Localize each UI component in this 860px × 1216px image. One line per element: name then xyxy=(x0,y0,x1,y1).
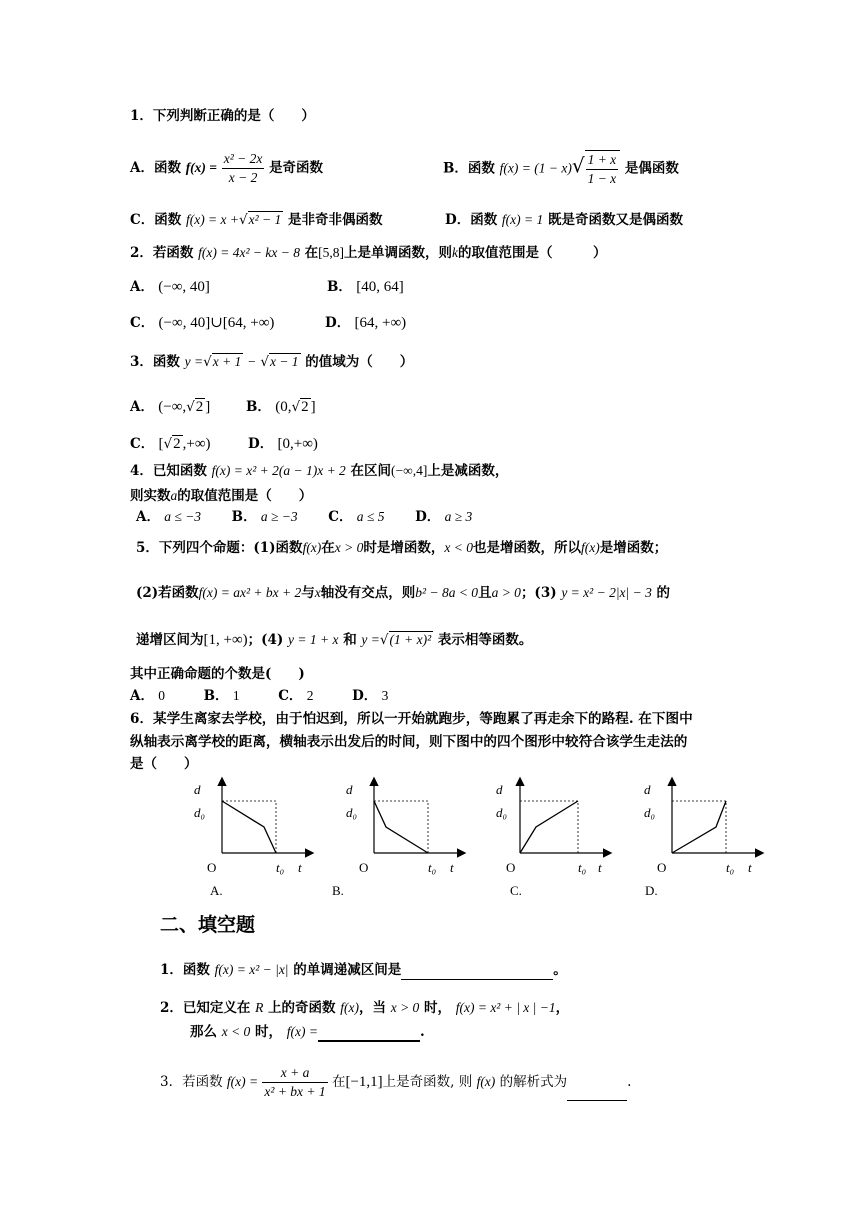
q4-options: A． a ≤ −3 B． a ≥ −3 C． a ≤ 5 D． a ≥ 3 xyxy=(136,509,473,525)
label-d: d xyxy=(496,782,503,797)
graph-label: D. xyxy=(645,883,658,898)
label-origin: O xyxy=(657,860,667,875)
label-d0: d₀ xyxy=(346,805,358,820)
graph-line xyxy=(520,801,578,853)
graph-line xyxy=(672,801,726,853)
fill-q2-line2: 那么 x < 0 时， f(x) = . xyxy=(190,1024,425,1040)
q1-b-fraction: $\frac{1 + x}{1 - x}$ xyxy=(585,150,621,188)
guide-lines xyxy=(374,801,428,853)
q6-line2: 纵轴表示离学校的距离，横轴表示出发后的时间，则下图中的四个图形中较符合该学生走法的 xyxy=(130,734,688,750)
q2-option-d: D． [64, +∞) xyxy=(325,315,407,331)
graph-line xyxy=(374,801,428,853)
label-d0: d₀ xyxy=(194,805,206,820)
q4-stem: 4．已知函数 f(x) = x² + 2(a − 1)x + 2 在区间(−∞,4]上是减函数， xyxy=(130,463,509,479)
q3-stem: 3．函数 y =√x + 1 − √x − 1 的值域为（ ） xyxy=(130,354,414,370)
q3-fraction: $\frac{x + a}{\text{x² + bx + 1}}$ xyxy=(264,1065,326,1099)
graph-label: A. xyxy=(210,883,223,898)
guide-lines xyxy=(520,801,578,853)
sqrt-sign-icon: √ xyxy=(260,354,269,370)
sqrt-sign-icon: √ xyxy=(163,436,173,452)
label-t: t xyxy=(298,860,302,875)
section-title: 二、填空题 xyxy=(160,914,256,936)
answer-blank[interactable] xyxy=(318,1024,420,1042)
q3-option-c: C． [√2 ,+∞) xyxy=(130,436,211,452)
sqrt-sign-icon: √ xyxy=(291,399,301,415)
q2-option-b: B． [40, 64] xyxy=(327,279,404,295)
label-t: t xyxy=(598,860,602,875)
label-origin: O xyxy=(207,860,217,875)
q5-line1: 5．下列四个命题：(1)函数f(x)在x > 0时是增函数，x < 0也是增函数，所以f(x)是增函数； xyxy=(136,540,668,556)
label-origin: O xyxy=(359,860,369,875)
sqrt-sign-icon: √ xyxy=(571,153,585,178)
label-d: d xyxy=(644,782,651,797)
label-d0: d₀ xyxy=(496,805,508,820)
graph-label: C. xyxy=(510,883,522,898)
q3-option-b: B． (0,√2 ] xyxy=(246,399,316,415)
label-d: d xyxy=(194,782,201,797)
q5-stem: 其中正确命题的个数是( ) xyxy=(130,666,305,682)
label-origin: O xyxy=(506,860,516,875)
q3-option-d: D． [0,+∞) xyxy=(248,436,318,452)
q2-option-c: C． (−∞, 40]∪[64, +∞) xyxy=(130,315,275,331)
graph-c xyxy=(490,775,620,900)
label-d: d xyxy=(346,782,353,797)
label-t: t xyxy=(450,860,454,875)
sqrt-sign-icon: √ xyxy=(186,399,195,415)
graph-b xyxy=(332,775,470,900)
fill-q3: 3．若函数 f(x) = $\frac{x + a}{\text{x² + bx + 1}}$ 在[−1,1]上是奇函数, 则 f(x) 的解析式为 . xyxy=(160,1065,632,1099)
q1-option-d: D．函数 f(x) = 1 既是奇函数又是偶函数 xyxy=(445,212,683,228)
q2-stem: 2．若函数 f(x) = 4x² − kx − 8 在[5,8]上是单调函数，则k的取值范围是（ ） xyxy=(130,245,607,261)
q5-line2: (2)若函数f(x) = ax² + bx + 2与x轴没有交点，则b² − 8a < 0且a > 0；(3) y = x² − 2|x| − 3 的 xyxy=(136,585,671,601)
q1-a-fraction: $\frac{\text{x² − 2x}}{x - 2}$ xyxy=(223,151,263,185)
graph-line xyxy=(222,801,276,853)
q6-line3: 是（ ） xyxy=(130,756,198,772)
sqrt-sign-icon: √ xyxy=(203,354,212,370)
label-t0: t₀ xyxy=(578,860,587,875)
q2-option-a: A． (−∞, 40] xyxy=(130,279,210,295)
q6-line1: 6．某学生离家去学校，由于怕迟到，所以一开始就跑步，等跑累了再走余下的路程. 在下图中 xyxy=(130,711,693,727)
sqrt-sign-icon: √ xyxy=(239,212,248,228)
label-t0: t₀ xyxy=(428,860,437,875)
fill-q2: 2．已知定义在 R 上的奇函数 f(x)，当 x > 0 时， f(x) = x² + | x | −1， xyxy=(160,1000,570,1016)
q3-option-a: A． (−∞,√2 ] xyxy=(130,399,211,415)
label-t0: t₀ xyxy=(726,860,735,875)
sqrt-sign-icon: √ xyxy=(379,632,389,648)
label-d0: d₀ xyxy=(644,805,656,820)
label-t: t xyxy=(748,860,752,875)
q4-stem-line2: 则实数a的取值范围是（ ） xyxy=(130,488,313,504)
graph-label: B. xyxy=(332,883,344,898)
q5-line3: 递增区间为[1, +∞)；(4) y = 1 + x 和 y =√(1 + x)² 表示相等函数。 xyxy=(136,632,533,648)
q1-option-c: C．函数 f(x) = x +√x² − 1 是非奇非偶函数 xyxy=(130,212,383,228)
guide-lines xyxy=(222,801,276,853)
graph-a xyxy=(188,775,318,900)
label-t0: t₀ xyxy=(276,860,285,875)
answer-blank[interactable] xyxy=(401,963,553,980)
graph-d xyxy=(640,775,770,900)
guide-lines xyxy=(672,801,726,853)
fill-q1: 1．函数 f(x) = x² − |x| 的单调递减区间是 。 xyxy=(160,962,567,978)
answer-blank[interactable] xyxy=(567,1084,627,1101)
q1-option-b: B．函数 f(x) = (1 − x)√ $\frac{1 + x}{1 - x}$ 是偶函数 xyxy=(443,152,679,186)
q1-stem: 1．下列判断正确的是（ ） xyxy=(130,108,315,124)
q5-options: A． 0 B． 1 C． 2 D． 3 xyxy=(130,688,389,704)
q1-option-a: A．函数 f(x) = $\frac{\text{x² − 2x}}{x - 2}$ 是奇函数 xyxy=(130,151,324,185)
